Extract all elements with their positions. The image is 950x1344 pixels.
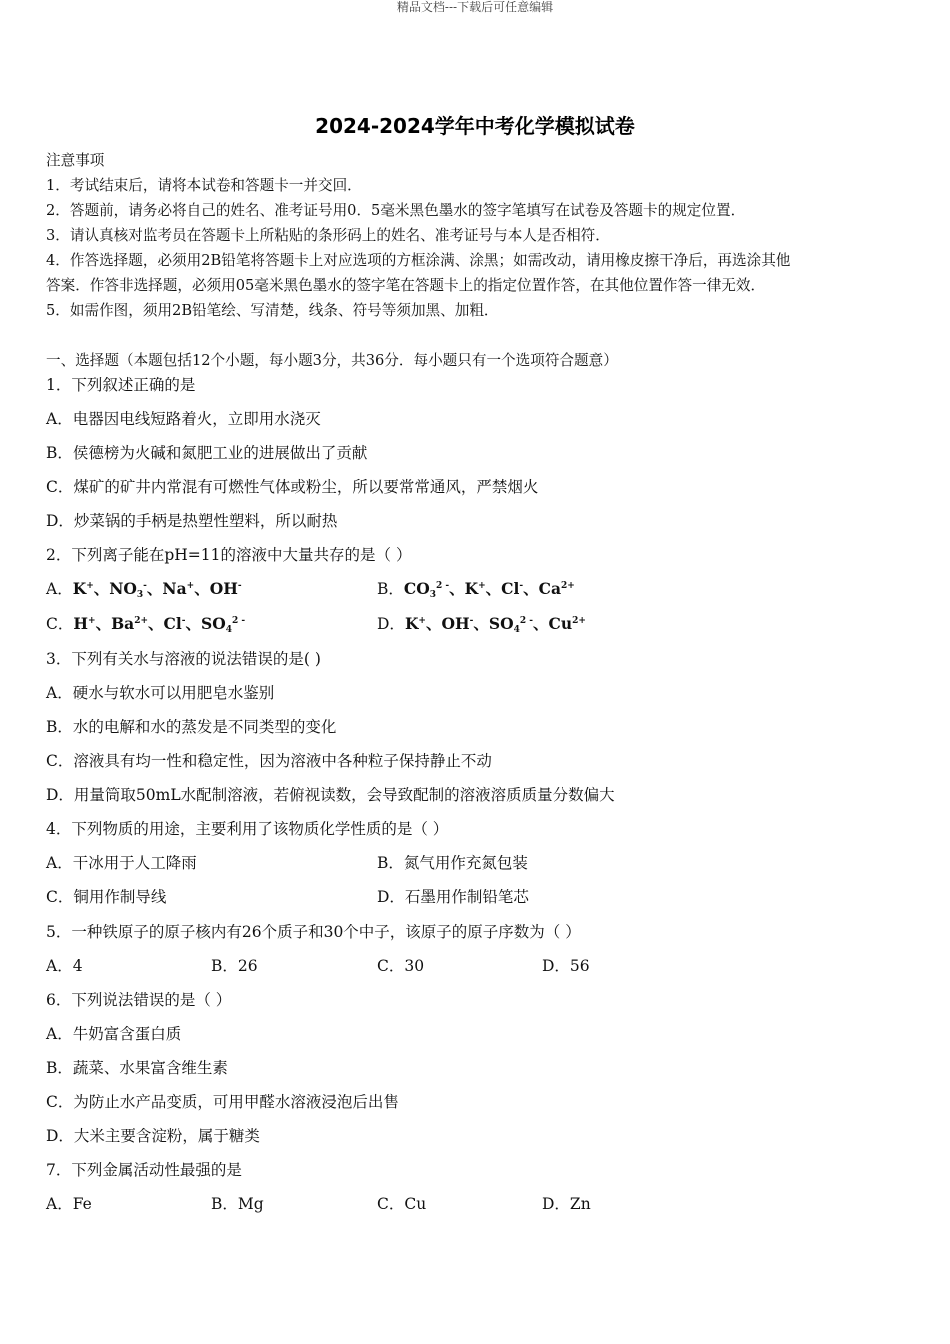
ion-text: 、Na [146,579,187,598]
ion-charge: - [519,581,524,591]
question-2-option-a [46,579,242,599]
ion-text: 、Cu [532,614,573,633]
question-4-option-c: C．铜用作制导线 [46,888,167,906]
question-1-option-a: A．电器因电线短路着火，立即用水浇灭 [46,410,321,428]
question-6-stem: 6．下列说法错误的是（ ） [46,991,232,1009]
question-2-option-c [46,614,245,634]
question-5-stem: 5．一种铁原子的原子核内有26个质子和30个中子，该原子的原子序数为（ ） [46,923,581,941]
question-4-option-a: A．干冰用于人工降雨 [46,854,197,872]
question-1-option-b: B．侯德榜为火碱和氮肥工业的进展做出了贡献 [46,444,368,462]
ion-charge: 2 - [519,616,533,626]
question-4-stem: 4．下列物质的用途，主要利用了该物质化学性质的是（ ） [46,820,449,838]
notice-item-2: 2．答题前，请务必将自己的姓名、准考证号用0．5毫米黑色墨水的签字笔填写在试卷及答题卡的规定位置． [46,202,746,219]
ion-text: CO [403,579,430,598]
ion-charge: 2+ [572,616,586,626]
question-6-option-b: B．蔬菜、水果富含维生素 [46,1059,228,1077]
ion-charge: 2 - [436,581,450,591]
question-7-option-d: D．Zn [542,1195,591,1213]
section-heading: 一、选择题（本题包括12个小题，每小题3分，共36分．每小题只有一个选项符合题意） [46,352,618,369]
ion-charge: + [186,581,195,591]
notice-item-5: 5．如需作图，须用2B铅笔绘、写清楚，线条、符号等须加黑、加粗． [46,302,499,319]
question-3-option-b: B．水的电解和水的蒸发是不同类型的变化 [46,718,337,736]
question-4-option-d: D．石墨用作制铅笔芯 [377,888,529,906]
ion-text: 、SO [185,614,226,633]
notice-item-4-cont: 答案．作答非选择题，必须用05毫米黑色墨水的签字笔在答题卡上的指定位置作答，在其他位置作答一律无效． [46,277,766,294]
ion-text: 、Cl [485,579,520,598]
ion-text: H [73,614,89,633]
ion-charge: - [181,616,186,626]
exam-title: 2024-2024学年中考化学模拟试卷 [315,114,635,138]
ion-charge: + [418,616,426,626]
page-header: 精品文档---下载后可任意编辑 [396,0,554,14]
ion-charge: + [86,581,94,591]
question-3-option-d: D．用量筒取50mL水配制溶液，若俯视读数，会导致配制的溶液溶质质量分数偏大 [46,786,615,804]
notice-item-1: 1．考试结束后，请将本试卷和答题卡一并交回． [46,177,362,194]
ion-text: 、OH [194,579,238,598]
ion-text: 、NO [93,579,137,598]
ion-charge: - [143,581,147,591]
question-5-option-b: B．26 [211,957,258,975]
ion-charge: 2 - [232,616,246,626]
question-7-stem: 7．下列金属活动性最强的是 [46,1161,242,1179]
question-1-option-d: D．炒菜锅的手柄是热塑性塑料，所以耐热 [46,512,338,530]
question-3-option-a: A．硬水与软水可以用肥皂水鉴别 [46,684,275,702]
ion-charge: + [478,581,486,591]
ion-charge: - [237,581,242,591]
ion-text: K [404,614,419,633]
notice-item-4: 4．作答选择题，必须用2B铅笔将答题卡上对应选项的方框涂满、涂黑；如需改动，请用橡皮擦干净后，再选涂其他 [46,252,791,269]
ion-text: K [72,579,87,598]
question-4-option-b: B．氮气用作充氮包装 [377,854,528,872]
question-2-option-b [377,579,575,599]
question-1-option-c: C．煤矿的矿井内常混有可燃性气体或粉尘，所以要常常通风，严禁烟火 [46,478,539,496]
question-5-option-d: D．56 [542,957,590,975]
ion-subscript: 3 [136,590,144,600]
option-label: C． [46,615,74,633]
question-2-option-d [377,614,586,634]
question-7-option-b: B．Mg [211,1195,264,1213]
question-7-option-a: A．Fe [46,1195,92,1213]
question-7-option-c: C．Cu [377,1195,427,1213]
option-label: D． [377,615,405,633]
ion-charge: - [469,616,474,626]
notice-heading: 注意事项 [46,152,105,169]
ion-text: 、Ca [523,579,562,598]
option-label: A． [46,580,73,598]
question-6-option-a: A．牛奶富含蛋白质 [46,1025,182,1043]
ion-charge: 2+ [134,616,149,626]
ion-charge: + [88,616,96,626]
ion-text: 、Cl [148,614,182,633]
ion-subscript: 4 [225,625,232,635]
question-6-option-d: D．大米主要含淀粉，属于糖类 [46,1127,260,1145]
ion-text: 、Ba [95,614,135,633]
question-2-stem: 2．下列离子能在pH=11的溶液中大量共存的是（ ） [46,546,412,564]
notice-item-3: 3．请认真核对监考员在答题卡上所粘贴的条形码上的姓名、准考证号与本人是否相符． [46,227,610,244]
ion-subscript: 4 [513,625,520,635]
question-5-option-c: C．30 [377,957,425,975]
question-6-option-c: C．为防止水产品变质，可用甲醛水溶液浸泡后出售 [46,1093,399,1111]
option-label: B． [377,580,404,598]
ion-text: 、K [449,579,479,598]
ion-charge: 2+ [561,581,575,591]
ion-text: 、SO [473,614,514,633]
question-1-stem: 1．下列叙述正确的是 [46,376,196,394]
question-5-option-a: A．4 [46,957,83,975]
question-3-option-c: C．溶液具有均一性和稳定性，因为溶液中各种粒子保持静止不动 [46,752,492,770]
ion-subscript: 3 [429,590,436,600]
question-3-stem: 3．下列有关水与溶液的说法错误的是( ) [46,650,321,668]
ion-text: 、OH [425,614,470,633]
